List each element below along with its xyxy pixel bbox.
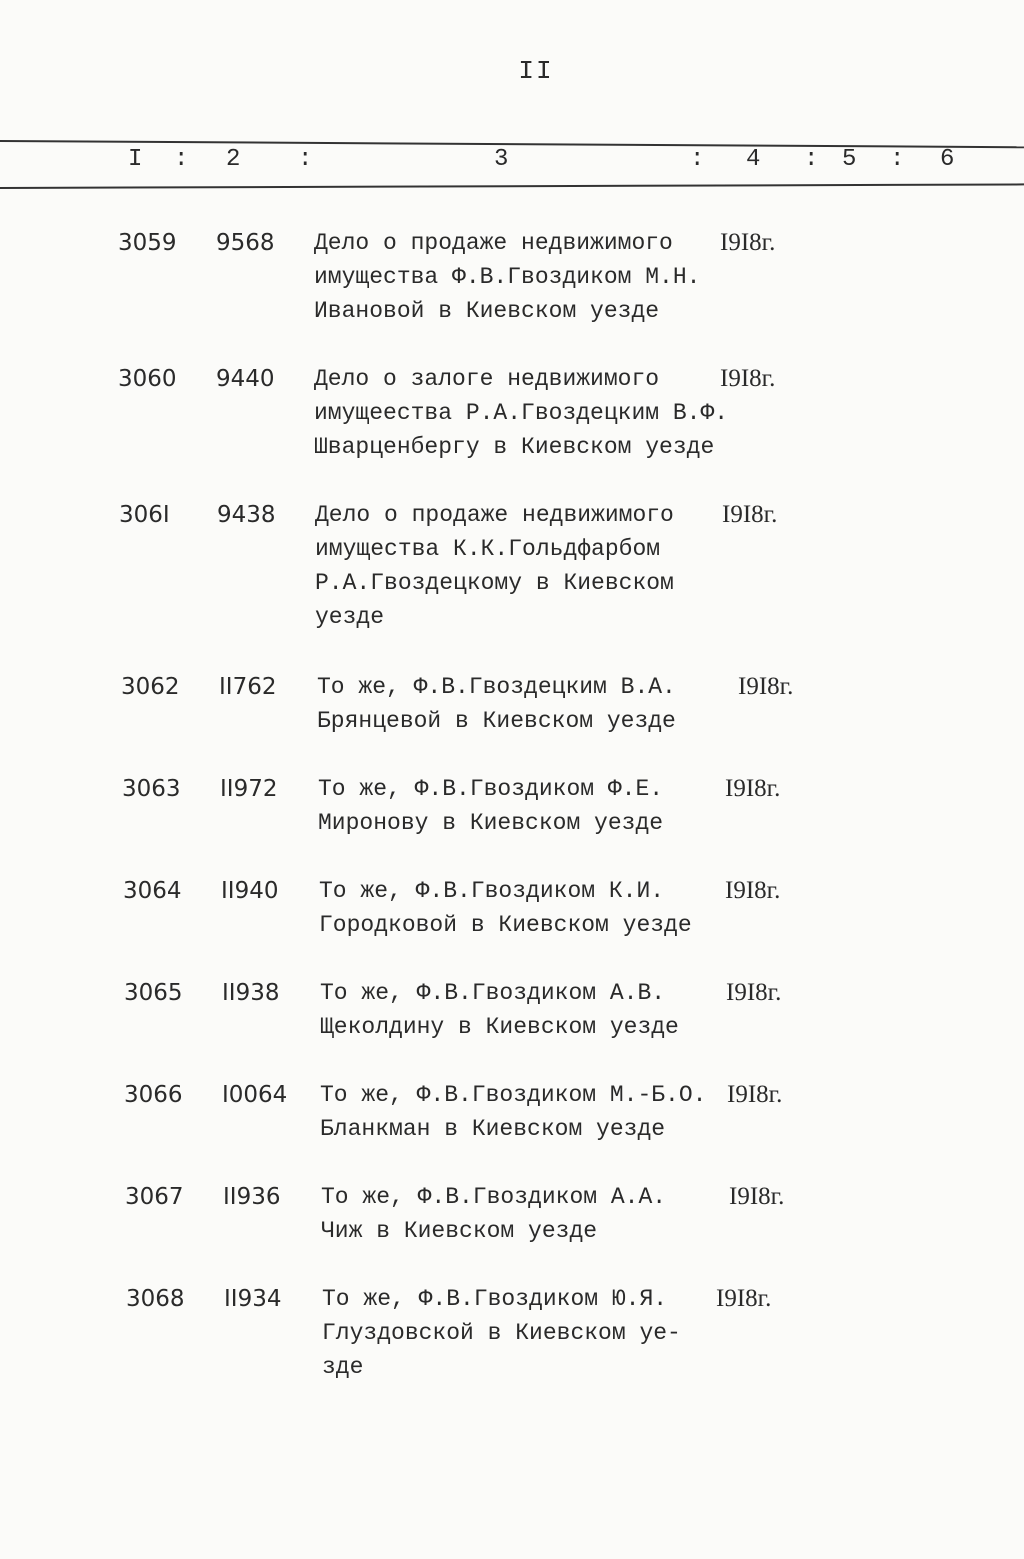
record-title-line: То же, Ф.В.Гвоздиком М.-Б.О. [320, 1082, 707, 1108]
record-title-line: Городковой в Киевском уезде [319, 912, 692, 938]
record-title [315, 498, 735, 634]
record-date: I9I8г. [725, 775, 781, 802]
record-number: 3067 [125, 1184, 184, 1210]
record-fund-number: II762 [219, 674, 277, 700]
record-title [319, 874, 739, 942]
header-col-6: 6 [940, 146, 955, 173]
header-col-3: 3 [494, 146, 509, 173]
record-fund-number: II938 [222, 980, 280, 1006]
record-title [320, 976, 740, 1044]
record-title-line: имущества К.К.Гольдфарбом [315, 536, 661, 562]
record-title-line: То же, Ф.В.Гвоздиком А.В. [320, 980, 666, 1006]
record-title-line: То же, Ф.В.Гвоздиком К.И. [319, 878, 665, 904]
record-title-line: уезде [315, 604, 385, 630]
record-date: I9I8г. [720, 365, 776, 392]
record-number: 306I [119, 502, 170, 528]
header-separator: : [690, 146, 705, 173]
header-col-1: I [128, 146, 143, 173]
record-number: 3063 [122, 776, 181, 802]
record-number: 3066 [124, 1082, 183, 1108]
record-fund-number: II936 [223, 1184, 281, 1210]
record-title-line: Брянцевой в Киевском уезде [317, 708, 676, 734]
record-title-line: То же, Ф.В.Гвоздиком А.А. [321, 1184, 667, 1210]
record-title-line: Бланкман в Киевском уезде [320, 1116, 666, 1142]
record-fund-number: 9438 [217, 502, 276, 528]
record-title-line: Шварценбергу в Киевском уезде [314, 434, 715, 460]
record-number: 3068 [126, 1286, 185, 1312]
record-fund-number: 9568 [216, 230, 275, 256]
record-title-line: То же, Ф.В.Гвоздиком Ю.Я. [322, 1286, 668, 1312]
record-date: I9I8г. [738, 673, 794, 700]
record-fund-number: II934 [224, 1286, 282, 1312]
record-title-line: имущества Ф.В.Гвоздиком М.Н. [314, 264, 701, 290]
record-date: I9I8г. [726, 979, 782, 1006]
record-title [322, 1282, 742, 1384]
header-separator: : [890, 146, 905, 173]
record-title-line: Глуздовской в Киевском уе- [322, 1320, 681, 1346]
header-separator: : [298, 146, 313, 173]
record-date: I9I8г. [725, 877, 781, 904]
record-title-line: Ивановой в Киевском уезде [314, 298, 660, 324]
record-title-line: Миронову в Киевском уезде [318, 810, 664, 836]
record-title [320, 1078, 740, 1146]
record-title-line: Дело о продаже недвижимого [314, 230, 673, 256]
page-number: II [518, 56, 554, 86]
record-number: 3060 [118, 366, 177, 392]
record-fund-number: 9440 [216, 366, 275, 392]
table-header [0, 146, 1024, 182]
header-separator: : [174, 146, 189, 173]
record-fund-number: I0064 [222, 1082, 288, 1108]
header-col-2: 2 [226, 146, 241, 173]
header-col-4: 4 [746, 146, 761, 173]
record-title-line: Дело о продаже недвижимого [315, 502, 674, 528]
record-title-line: То же, Ф.В.Гвоздецким В.А. [317, 674, 676, 700]
record-date: I9I8г. [720, 229, 776, 256]
record-number: 3065 [124, 980, 183, 1006]
record-title-line: Р.А.Гвоздецкому в Киевском [315, 570, 674, 596]
record-title-line: Чиж в Киевском уезде [321, 1218, 598, 1244]
record-fund-number: II972 [220, 776, 278, 802]
record-title-line: имущеества Р.А.Гвоздецким В.Ф. [314, 400, 729, 426]
record-title-line: зде [322, 1354, 364, 1380]
record-number: 3062 [121, 674, 180, 700]
record-number: 3064 [123, 878, 182, 904]
record-title-line: Дело о залоге недвижимого [314, 366, 660, 392]
record-title-line: То же, Ф.В.Гвоздиком Ф.Е. [318, 776, 664, 802]
record-date: I9I8г. [727, 1081, 783, 1108]
record-date: I9I8г. [722, 501, 778, 528]
record-title [318, 772, 738, 840]
record-title [321, 1180, 741, 1248]
record-title [317, 670, 737, 738]
header-col-5: 5 [842, 146, 857, 173]
record-date: I9I8г. [716, 1285, 772, 1312]
record-number: 3059 [118, 230, 177, 256]
record-title [314, 362, 734, 464]
header-separator: : [804, 146, 819, 173]
record-fund-number: II940 [221, 878, 279, 904]
record-date: I9I8г. [729, 1183, 785, 1210]
record-title [314, 226, 734, 328]
record-title-line: Щеколдину в Киевском уезде [320, 1014, 679, 1040]
header-rule-bottom [0, 183, 1024, 189]
